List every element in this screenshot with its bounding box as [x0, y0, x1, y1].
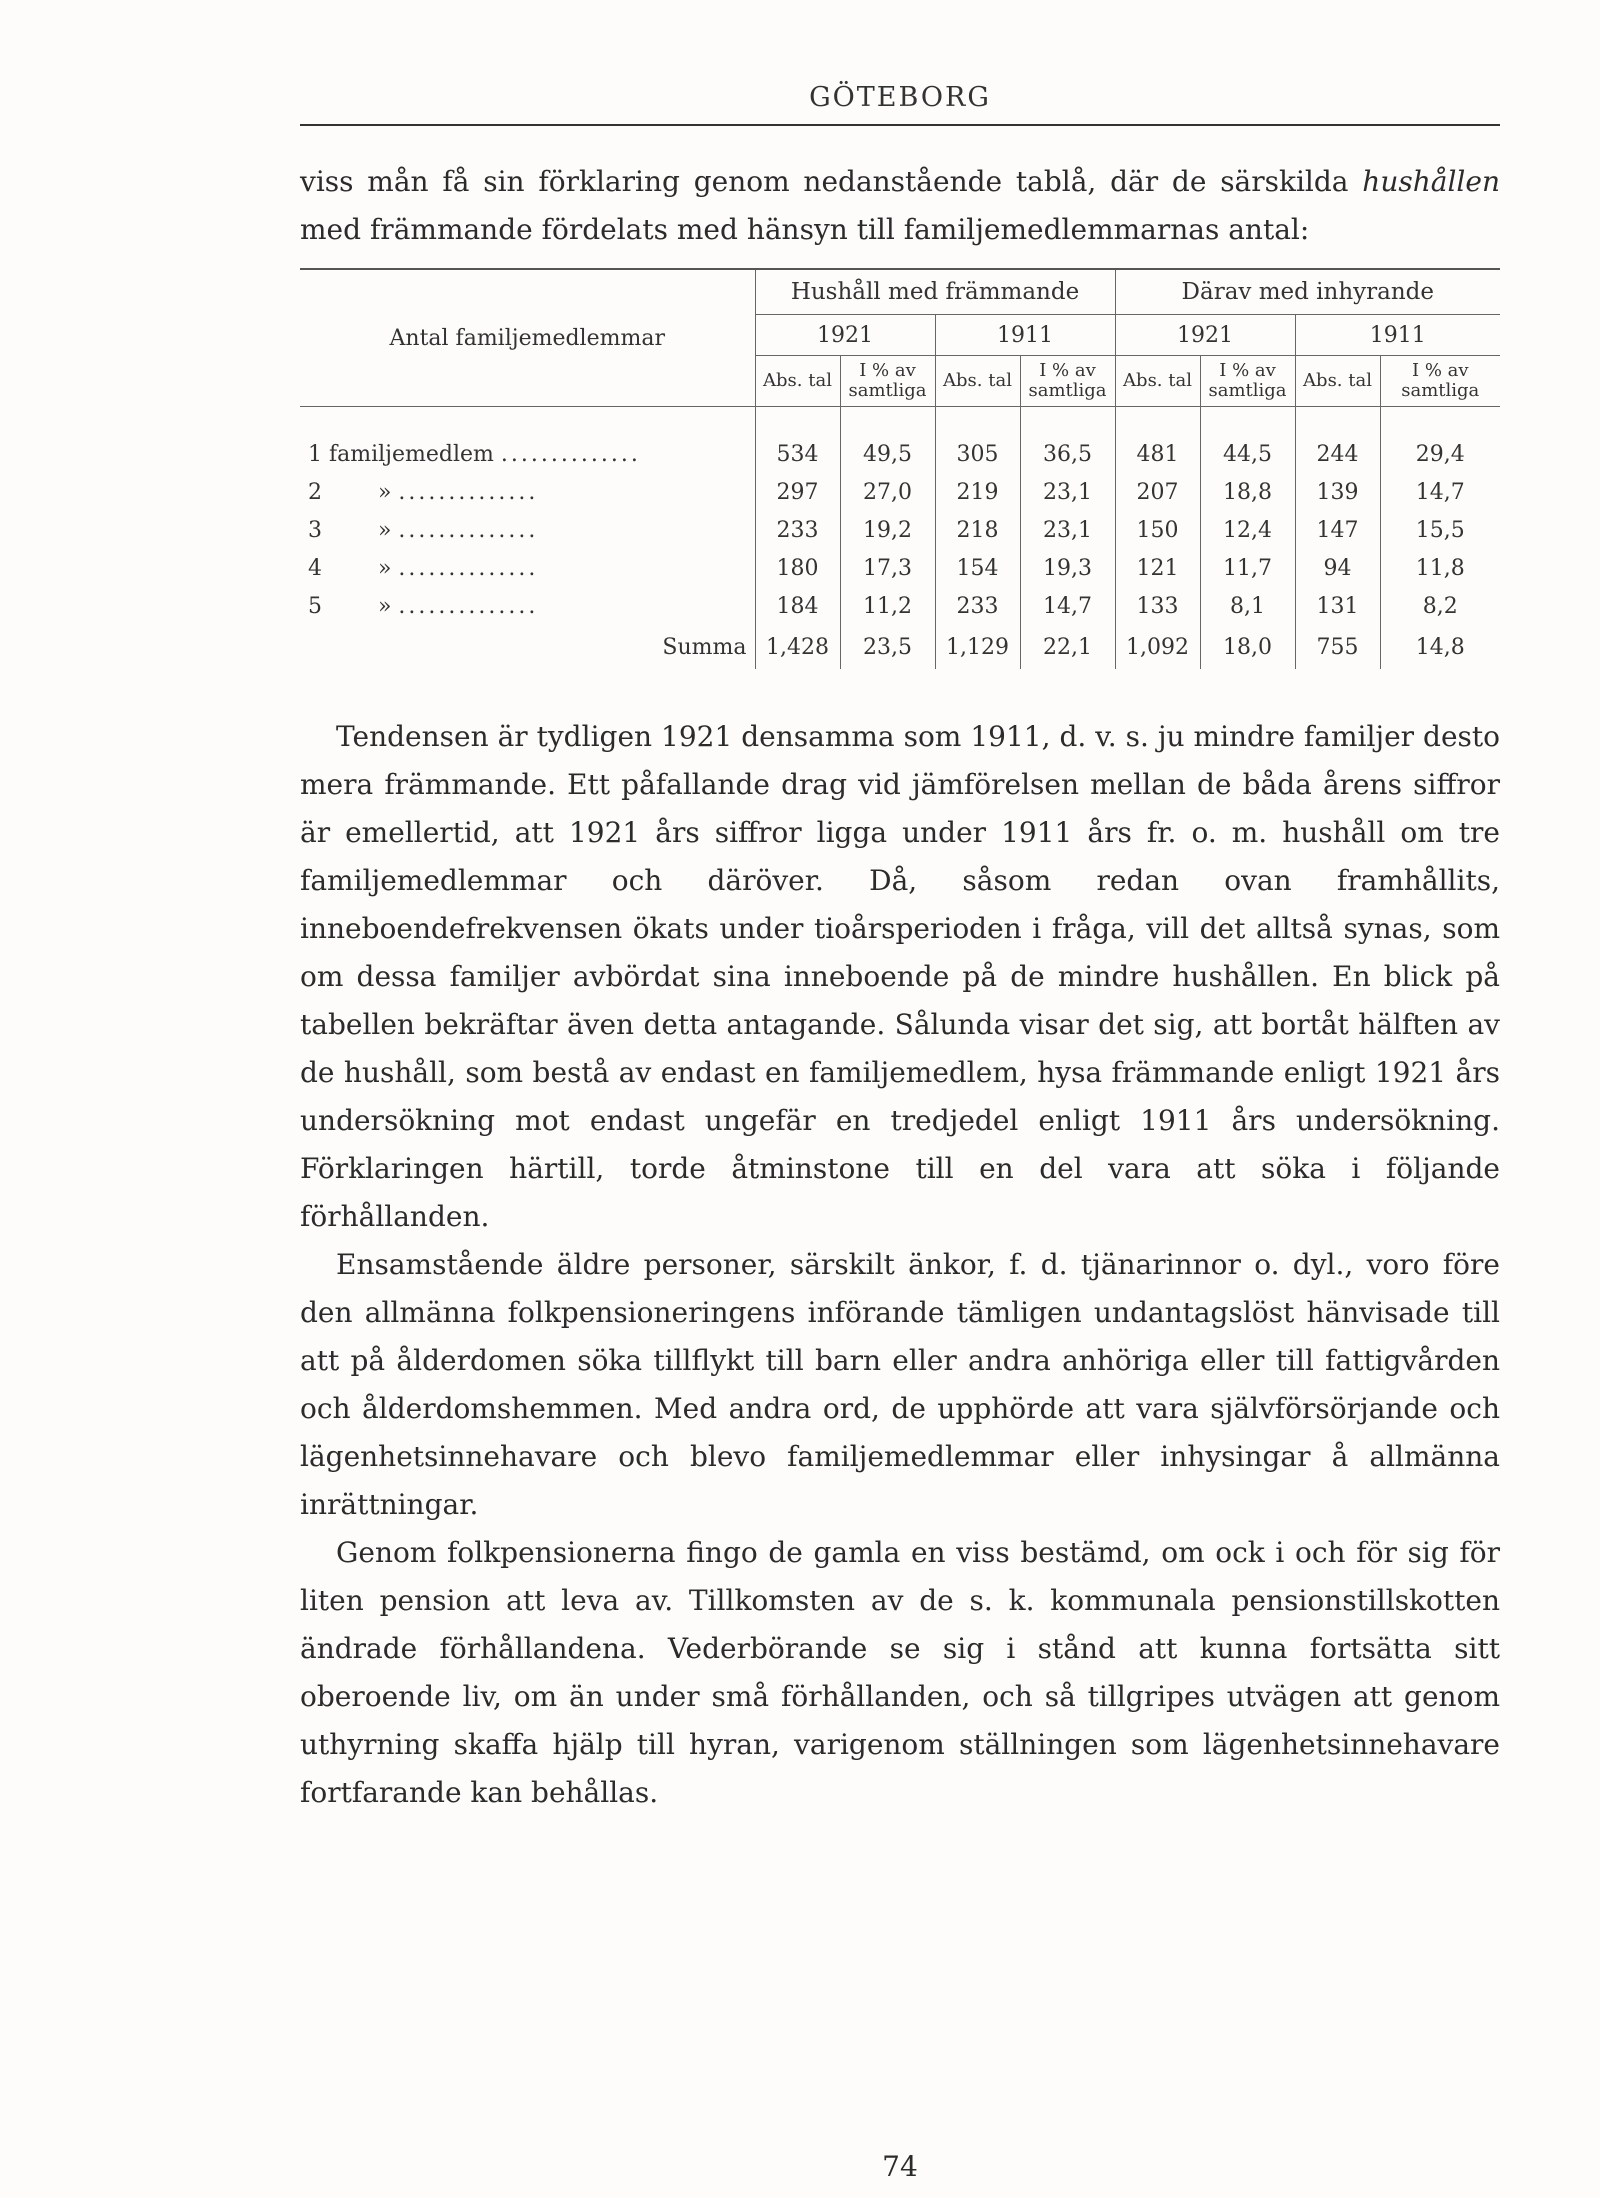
row-label: 5 » ..............: [308, 593, 539, 619]
cell: 534: [755, 435, 840, 473]
intro-text-before: viss mån få sin förklaring genom nedanstående tablå, där de särskilda: [300, 165, 1349, 198]
cell: 14,7: [1020, 587, 1115, 625]
header-rule: [300, 124, 1500, 126]
cell: 19,2: [840, 511, 935, 549]
cell: 27,0: [840, 473, 935, 511]
cell: 49,5: [840, 435, 935, 473]
subheader-pct: I % av samtliga: [1380, 356, 1500, 407]
sum-cell: 22,1: [1020, 625, 1115, 669]
cell: 23,1: [1020, 473, 1115, 511]
sum-cell: 1,428: [755, 625, 840, 669]
cell: 154: [935, 549, 1020, 587]
paragraph: Ensamstående äldre personer, särskilt änkor, f. d. tjänarinnor o. dyl., voro före den allmänna folkpensioneringens införande tämligen undantagslöst hänvisade till att på ålderdomen söka tillflykt till barn eller andra anhöriga eller till fattigvården och ålderdomshemmen. Med andra ord, de upphörde att vara självförsörjande och lägenhetsinnehavare och blevo familjemedlemmar eller inhysingar å allmänna inrättningar.: [300, 1248, 1500, 1521]
row-label: 4 » ..............: [308, 555, 539, 581]
intro-italic: hushållen: [1362, 165, 1500, 198]
cell: 305: [935, 435, 1020, 473]
sum-cell: 1,129: [935, 625, 1020, 669]
page-number: 74: [882, 2150, 918, 2183]
group-header-lodgers: Därav med inhyrande: [1115, 269, 1500, 315]
cell: 219: [935, 473, 1020, 511]
cell: 23,1: [1020, 511, 1115, 549]
cell: 15,5: [1380, 511, 1500, 549]
cell: 297: [755, 473, 840, 511]
paragraph: Genom folkpensionerna fingo de gamla en viss bestämd, om ock i och för sig för liten pension att leva av. Tillkomsten av de s. k. kommunala pensionstillskotten ändrade förhållandena. Vederbörande se sig i stånd att kunna fortsätta sitt oberoende liv, om än under små förhållanden, och så tillgripes utvägen att genom uthyrning skaffa hjälp till hyran, varigenom ställningen som lägenhetsinnehavare fortfarande kan behållas.: [300, 1536, 1500, 1809]
subheader-abs: Abs. tal: [935, 356, 1020, 407]
page: [300, 80, 1500, 2183]
group-header-foreign: Hushåll med främmande: [755, 269, 1115, 315]
sum-row: [300, 625, 1500, 669]
cell: 44,5: [1200, 435, 1295, 473]
running-title: GÖTEBORG: [809, 82, 991, 113]
cell: 233: [755, 511, 840, 549]
paragraph: Tendensen är tydligen 1921 densamma som 1911, d. v. s. ju mindre familjer desto mera främmande. Ett påfallande drag vid jämförelsen mellan de båda årens siffror är emellertid, att 1921 års siffror ligga under 1911 års fr. o. m. hushåll om tre familjemedlemmar och däröver. Då, såsom redan ovan framhållits, inneboendefrekvensen ökats under tioårsperioden i fråga, vill det alltså synas, som om dessa familjer avbördat sina inneboende på de mindre hushållen. En blick på tabellen bekräftar även detta antagande. Sålunda visar det sig, att bortåt hälften av de hushåll, som bestå av endast en familjemedlem, hysa främmande enligt 1921 års undersökning mot endast ungefär en tredjedel enligt 1911 års undersökning. Förklaringen härtill, torde åtminstone till en del vara att söka i följande förhållanden.: [300, 720, 1500, 1233]
subheader-abs: Abs. tal: [1295, 356, 1380, 407]
cell: 180: [755, 549, 840, 587]
cell: 147: [1295, 511, 1380, 549]
sum-label: Summa: [662, 634, 747, 660]
cell: 218: [935, 511, 1020, 549]
cell: 8,2: [1380, 587, 1500, 625]
cell: 14,7: [1380, 473, 1500, 511]
cell: 133: [1115, 587, 1200, 625]
sum-cell: 1,092: [1115, 625, 1200, 669]
sum-cell: 755: [1295, 625, 1380, 669]
cell: 481: [1115, 435, 1200, 473]
subheader-pct: I % av samtliga: [1020, 356, 1115, 407]
intro-paragraph: [300, 158, 1500, 254]
table-row: [300, 473, 1500, 511]
subheader-abs: Abs. tal: [755, 356, 840, 407]
cell: 11,2: [840, 587, 935, 625]
year-header: 1921: [755, 315, 935, 356]
cell: 94: [1295, 549, 1380, 587]
table-row: [300, 549, 1500, 587]
table-row: [300, 587, 1500, 625]
cell: 11,7: [1200, 549, 1295, 587]
subheader-pct: I % av samtliga: [840, 356, 935, 407]
cell: 150: [1115, 511, 1200, 549]
table-row: [300, 511, 1500, 549]
cell: 207: [1115, 473, 1200, 511]
row-label: 1 familjemedlem ..............: [308, 441, 641, 467]
cell: 36,5: [1020, 435, 1115, 473]
cell: 131: [1295, 587, 1380, 625]
year-header: 1911: [1295, 315, 1500, 356]
cell: 18,8: [1200, 473, 1295, 511]
cell: 29,4: [1380, 435, 1500, 473]
sum-cell: 18,0: [1200, 625, 1295, 669]
table-row: [300, 435, 1500, 473]
cell: 139: [1295, 473, 1380, 511]
cell: 8,1: [1200, 587, 1295, 625]
row-label: 3 » ..............: [308, 517, 539, 543]
cell: 12,4: [1200, 511, 1295, 549]
cell: 244: [1295, 435, 1380, 473]
subheader-abs: Abs. tal: [1115, 356, 1200, 407]
year-header: 1921: [1115, 315, 1295, 356]
year-header: 1911: [935, 315, 1115, 356]
cell: 184: [755, 587, 840, 625]
cell: 17,3: [840, 549, 935, 587]
cell: 233: [935, 587, 1020, 625]
body-text: [300, 713, 1500, 1817]
household-table: [300, 268, 1500, 669]
sum-cell: 23,5: [840, 625, 935, 669]
cell: 19,3: [1020, 549, 1115, 587]
cell: 121: [1115, 549, 1200, 587]
sum-cell: 14,8: [1380, 625, 1500, 669]
row-label: 2 » ..............: [308, 479, 539, 505]
intro-text-after: med främmande fördelats med hänsyn till familjemedlemmarnas antal:: [300, 213, 1310, 246]
subheader-pct: I % av samtliga: [1200, 356, 1295, 407]
row-header: Antal familjemedlemmar: [300, 269, 755, 407]
cell: 11,8: [1380, 549, 1500, 587]
